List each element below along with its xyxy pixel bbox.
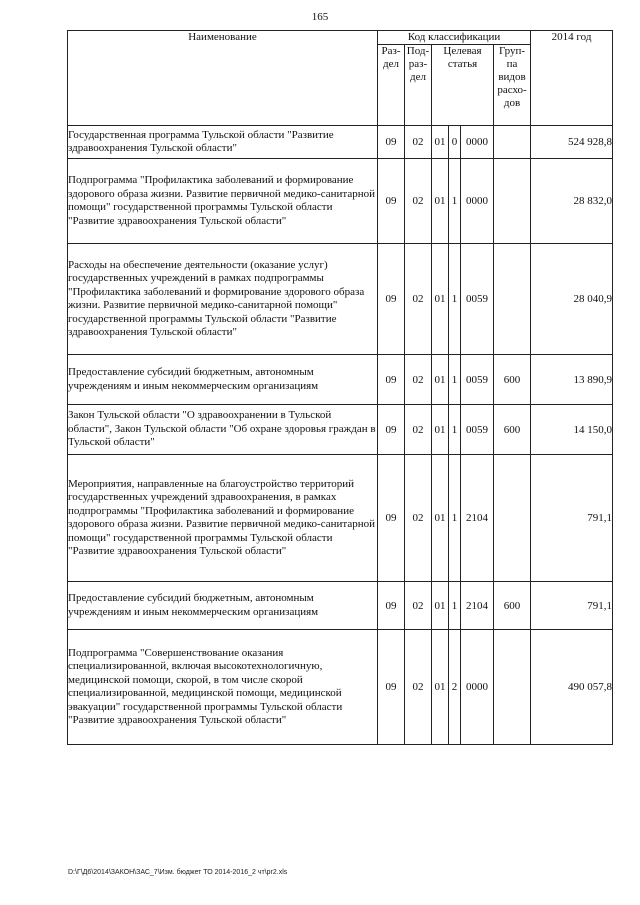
header-podrazdel: Под- раз- дел bbox=[405, 45, 432, 126]
row-cs-direction: 0000 bbox=[461, 630, 494, 745]
row-sum: 524 928,8 bbox=[531, 126, 613, 159]
row-cs-subprogram: 1 bbox=[449, 355, 461, 405]
row-name: Государственная программа Тульской области "Развитие здравоохранения Тульской области" bbox=[68, 126, 378, 159]
row-sum: 13 890,9 bbox=[531, 355, 613, 405]
row-podrazdel: 02 bbox=[405, 244, 432, 355]
row-vid: 600 bbox=[494, 355, 531, 405]
header-gruppa-vidov: Груп- па видов расхо- дов bbox=[494, 45, 531, 126]
header-name: Наименование bbox=[68, 31, 378, 126]
row-cs-subprogram: 2 bbox=[449, 630, 461, 745]
row-name: Подпрограмма "Совершенствование оказания специализированной, включая высокотехнологичную, медицинской помощи, скорой, в том числе скорой специализированной, медицинской помощи, медицинской эвакуации" государственной программы Тульской области "Развитие здравоохранения Тульской области" bbox=[68, 630, 378, 745]
row-razdel: 09 bbox=[378, 355, 405, 405]
row-cs-subprogram: 1 bbox=[449, 405, 461, 455]
table-row bbox=[68, 582, 613, 630]
row-cs-subprogram: 1 bbox=[449, 159, 461, 244]
row-razdel: 09 bbox=[378, 159, 405, 244]
row-name: Мероприятия, направленные на благоустройство территорий государственных учреждений здравоохранения, в рамках подпрограммы "Профилактика заболеваний и формирование здорового образа жизни. Развитие первичной медико-санитарной помощи" государственной программы Тульской области "Развитие здравоохранения Тульской области" bbox=[68, 455, 378, 582]
row-cs-direction: 2104 bbox=[461, 455, 494, 582]
row-razdel: 09 bbox=[378, 455, 405, 582]
row-vid: 600 bbox=[494, 582, 531, 630]
row-razdel: 09 bbox=[378, 405, 405, 455]
header-year: 2014 год bbox=[531, 31, 613, 126]
row-podrazdel: 02 bbox=[405, 455, 432, 582]
row-cs-program: 01 bbox=[432, 126, 449, 159]
row-cs-direction: 0059 bbox=[461, 244, 494, 355]
row-cs-direction: 0059 bbox=[461, 405, 494, 455]
row-sum: 791,1 bbox=[531, 582, 613, 630]
row-name: Расходы на обеспечение деятельности (оказание услуг) государственных учреждений в рамках подпрограммы "Профилактика заболеваний и формирование здорового образа жизни. Развитие первичной медико-санитарной помощи" государственной программы Тульской области "Развитие здравоохранения Тульской области" bbox=[68, 244, 378, 355]
row-cs-subprogram: 1 bbox=[449, 582, 461, 630]
table-row bbox=[68, 159, 613, 244]
page-number: 165 bbox=[311, 11, 329, 23]
table-row bbox=[68, 405, 613, 455]
row-vid bbox=[494, 159, 531, 244]
row-cs-program: 01 bbox=[432, 355, 449, 405]
row-cs-direction: 0059 bbox=[461, 355, 494, 405]
row-cs-program: 01 bbox=[432, 159, 449, 244]
row-cs-direction: 0000 bbox=[461, 126, 494, 159]
table-row bbox=[68, 244, 613, 355]
row-podrazdel: 02 bbox=[405, 405, 432, 455]
row-podrazdel: 02 bbox=[405, 582, 432, 630]
row-razdel: 09 bbox=[378, 582, 405, 630]
row-vid bbox=[494, 244, 531, 355]
row-cs-program: 01 bbox=[432, 455, 449, 582]
table-row bbox=[68, 126, 613, 159]
row-sum: 14 150,0 bbox=[531, 405, 613, 455]
row-name: Предоставление субсидий бюджетным, автономным учреждениям и иным некоммерческим организациям bbox=[68, 355, 378, 405]
row-cs-program: 01 bbox=[432, 630, 449, 745]
row-razdel: 09 bbox=[378, 244, 405, 355]
header-code: Код классификации bbox=[378, 31, 531, 45]
file-path-footer: D:\Г\Д6\2014\ЗАКОН\ЗАС_7\Изм. бюджет ТО 2014-2016_2 чт\pr2.xls bbox=[68, 869, 288, 876]
row-podrazdel: 02 bbox=[405, 159, 432, 244]
row-vid bbox=[494, 630, 531, 745]
budget-table bbox=[67, 30, 613, 745]
row-name: Закон Тульской области "О здравоохранении в Тульской области", Закон Тульской области "Об охране здоровья граждан в Тульской области" bbox=[68, 405, 378, 455]
row-cs-program: 01 bbox=[432, 244, 449, 355]
row-vid bbox=[494, 455, 531, 582]
row-cs-program: 01 bbox=[432, 405, 449, 455]
row-sum: 28 040,9 bbox=[531, 244, 613, 355]
row-sum: 490 057,8 bbox=[531, 630, 613, 745]
row-podrazdel: 02 bbox=[405, 355, 432, 405]
row-cs-subprogram: 0 bbox=[449, 126, 461, 159]
row-name: Подпрограмма "Профилактика заболеваний и формирование здорового образа жизни. Развитие первичной медико-санитарной помощи" государственной программы Тульской области "Развитие здравоохранения Тульской области" bbox=[68, 159, 378, 244]
row-cs-subprogram: 1 bbox=[449, 244, 461, 355]
row-vid bbox=[494, 126, 531, 159]
row-razdel: 09 bbox=[378, 630, 405, 745]
row-razdel: 09 bbox=[378, 126, 405, 159]
row-cs-direction: 2104 bbox=[461, 582, 494, 630]
row-cs-direction: 0000 bbox=[461, 159, 494, 244]
row-sum: 791,1 bbox=[531, 455, 613, 582]
table-row bbox=[68, 630, 613, 745]
table-row bbox=[68, 355, 613, 405]
row-sum: 28 832,0 bbox=[531, 159, 613, 244]
row-vid: 600 bbox=[494, 405, 531, 455]
row-cs-subprogram: 1 bbox=[449, 455, 461, 582]
table-row bbox=[68, 455, 613, 582]
row-name: Предоставление субсидий бюджетным, автономным учреждениям и иным некоммерческим организациям bbox=[68, 582, 378, 630]
row-podrazdel: 02 bbox=[405, 126, 432, 159]
header-razdel: Раз- дел bbox=[378, 45, 405, 126]
row-cs-program: 01 bbox=[432, 582, 449, 630]
header-tselevaya-statya: Целевая статья bbox=[432, 45, 494, 126]
row-podrazdel: 02 bbox=[405, 630, 432, 745]
